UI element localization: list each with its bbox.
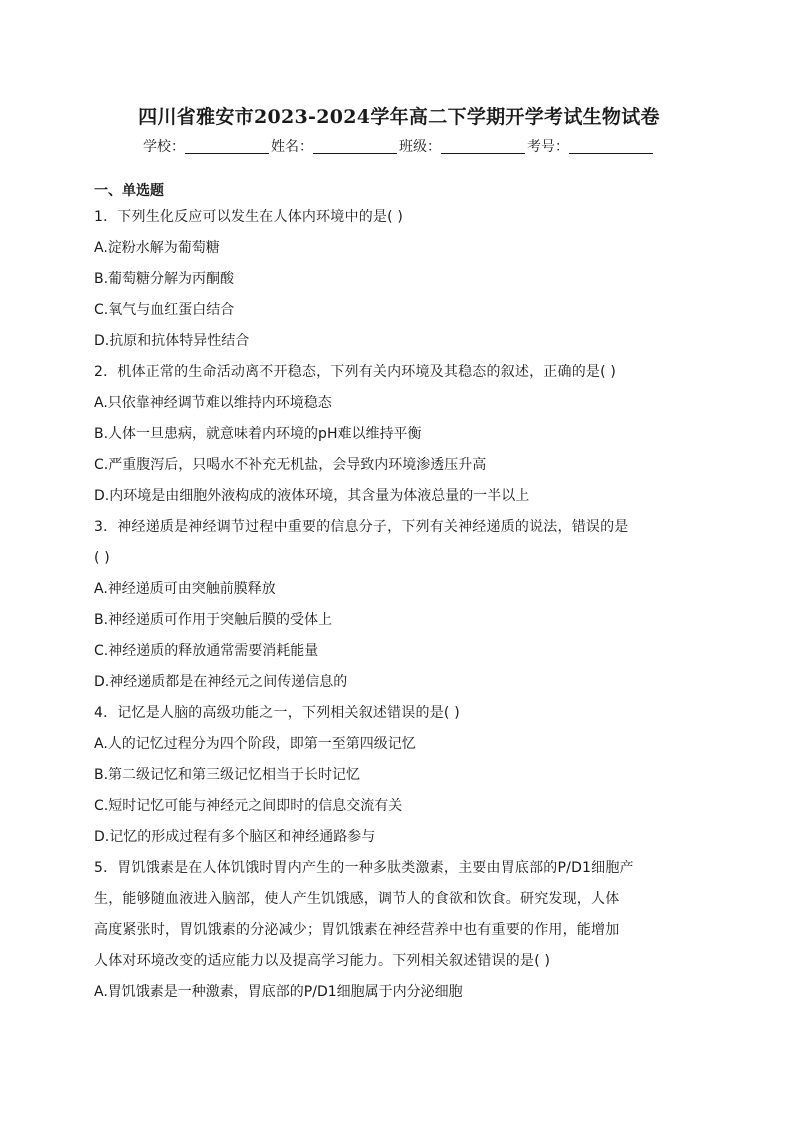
- student-info-row: [94, 136, 704, 156]
- name-label: 姓名：: [271, 139, 313, 155]
- option-d: D.记忆的形成过程有多个脑区和神经通路参与: [94, 829, 376, 845]
- question-5: [94, 853, 704, 1008]
- question-stem: 3．神经递质是神经调节过程中重要的信息分子，下列有关神经递质的说法，错误的是: [94, 519, 629, 535]
- question-2: [94, 357, 704, 512]
- option-a: A.胃饥饿素是一种激素，胃底部的P/D1细胞属于内分泌细胞: [94, 984, 463, 1000]
- question-4: [94, 698, 704, 853]
- school-blank[interactable]: [185, 139, 269, 154]
- option-a: A.只依靠神经调节难以维持内环境稳态: [94, 395, 332, 411]
- exam-title: 四川省雅安市2023-2024学年高二下学期开学考试生物试卷: [138, 106, 660, 128]
- class-label: 班级：: [399, 139, 441, 155]
- option-c: C.严重腹泻后，只喝水不补充无机盐，会导致内环境渗透压升高: [94, 457, 487, 473]
- option-c: C.神经递质的释放通常需要消耗能量: [94, 643, 319, 659]
- question-stem: 4．记忆是人脑的高级功能之一，下列相关叙述错误的是( ): [94, 705, 460, 721]
- number-blank[interactable]: [569, 139, 653, 154]
- option-b: B.葡萄糖分解为丙酮酸: [94, 271, 235, 287]
- option-c: C.氧气与血红蛋白结合: [94, 302, 235, 318]
- section-title: 一、单选题: [94, 183, 164, 199]
- option-d: D.抗原和抗体特异性结合: [94, 333, 250, 349]
- question-1: [94, 202, 704, 357]
- option-b: B.人体一旦患病，就意味着内环境的pH难以维持平衡: [94, 426, 422, 442]
- question-stem-cont: 人体对环境改变的适应能力以及提高学习能力。下列相关叙述错误的是( ): [94, 953, 551, 969]
- question-stem-cont: 生，能够随血液进入脑部，使人产生饥饿感，调节人的食欲和饮食。研究发现，人体: [94, 891, 620, 907]
- school-label: 学校：: [143, 139, 185, 155]
- exam-page: [94, 0, 704, 1123]
- option-c: C.短时记忆可能与神经元之间即时的信息交流有关: [94, 798, 403, 814]
- question-stem-cont: ( ): [94, 550, 110, 566]
- question-stem: 5．胃饥饿素是在人体饥饿时胃内产生的一种多肽类激素，主要由胃底部的P/D1细胞产: [94, 860, 634, 876]
- option-a: A.淀粉水解为葡萄糖: [94, 240, 220, 256]
- question-stem: 1．下列生化反应可以发生在人体内环境中的是( ): [94, 209, 404, 225]
- question-stem-cont: 高度紧张时，胃饥饿素的分泌减少；胃饥饿素在神经营养中也有重要的作用，能增加: [94, 922, 620, 938]
- option-a: A.人的记忆过程分为四个阶段，即第一至第四级记忆: [94, 736, 416, 752]
- option-b: B.神经递质可作用于突触后膜的受体上: [94, 612, 333, 628]
- option-b: B.第二级记忆和第三级记忆相当于长时记忆: [94, 767, 361, 783]
- question-stem: 2．机体正常的生命活动离不开稳态，下列有关内环境及其稳态的叙述，正确的是( ): [94, 364, 617, 380]
- name-blank[interactable]: [313, 139, 397, 154]
- option-d: D.神经递质都是在神经元之间传递信息的: [94, 674, 348, 690]
- questions-list: [94, 202, 704, 1008]
- option-d: D.内环境是由细胞外液构成的液体环境，其含量为体液总量的一半以上: [94, 488, 530, 504]
- option-a: A.神经递质可由突触前膜释放: [94, 581, 276, 597]
- number-label: 考号：: [527, 139, 569, 155]
- question-3: [94, 512, 704, 698]
- class-blank[interactable]: [441, 139, 525, 154]
